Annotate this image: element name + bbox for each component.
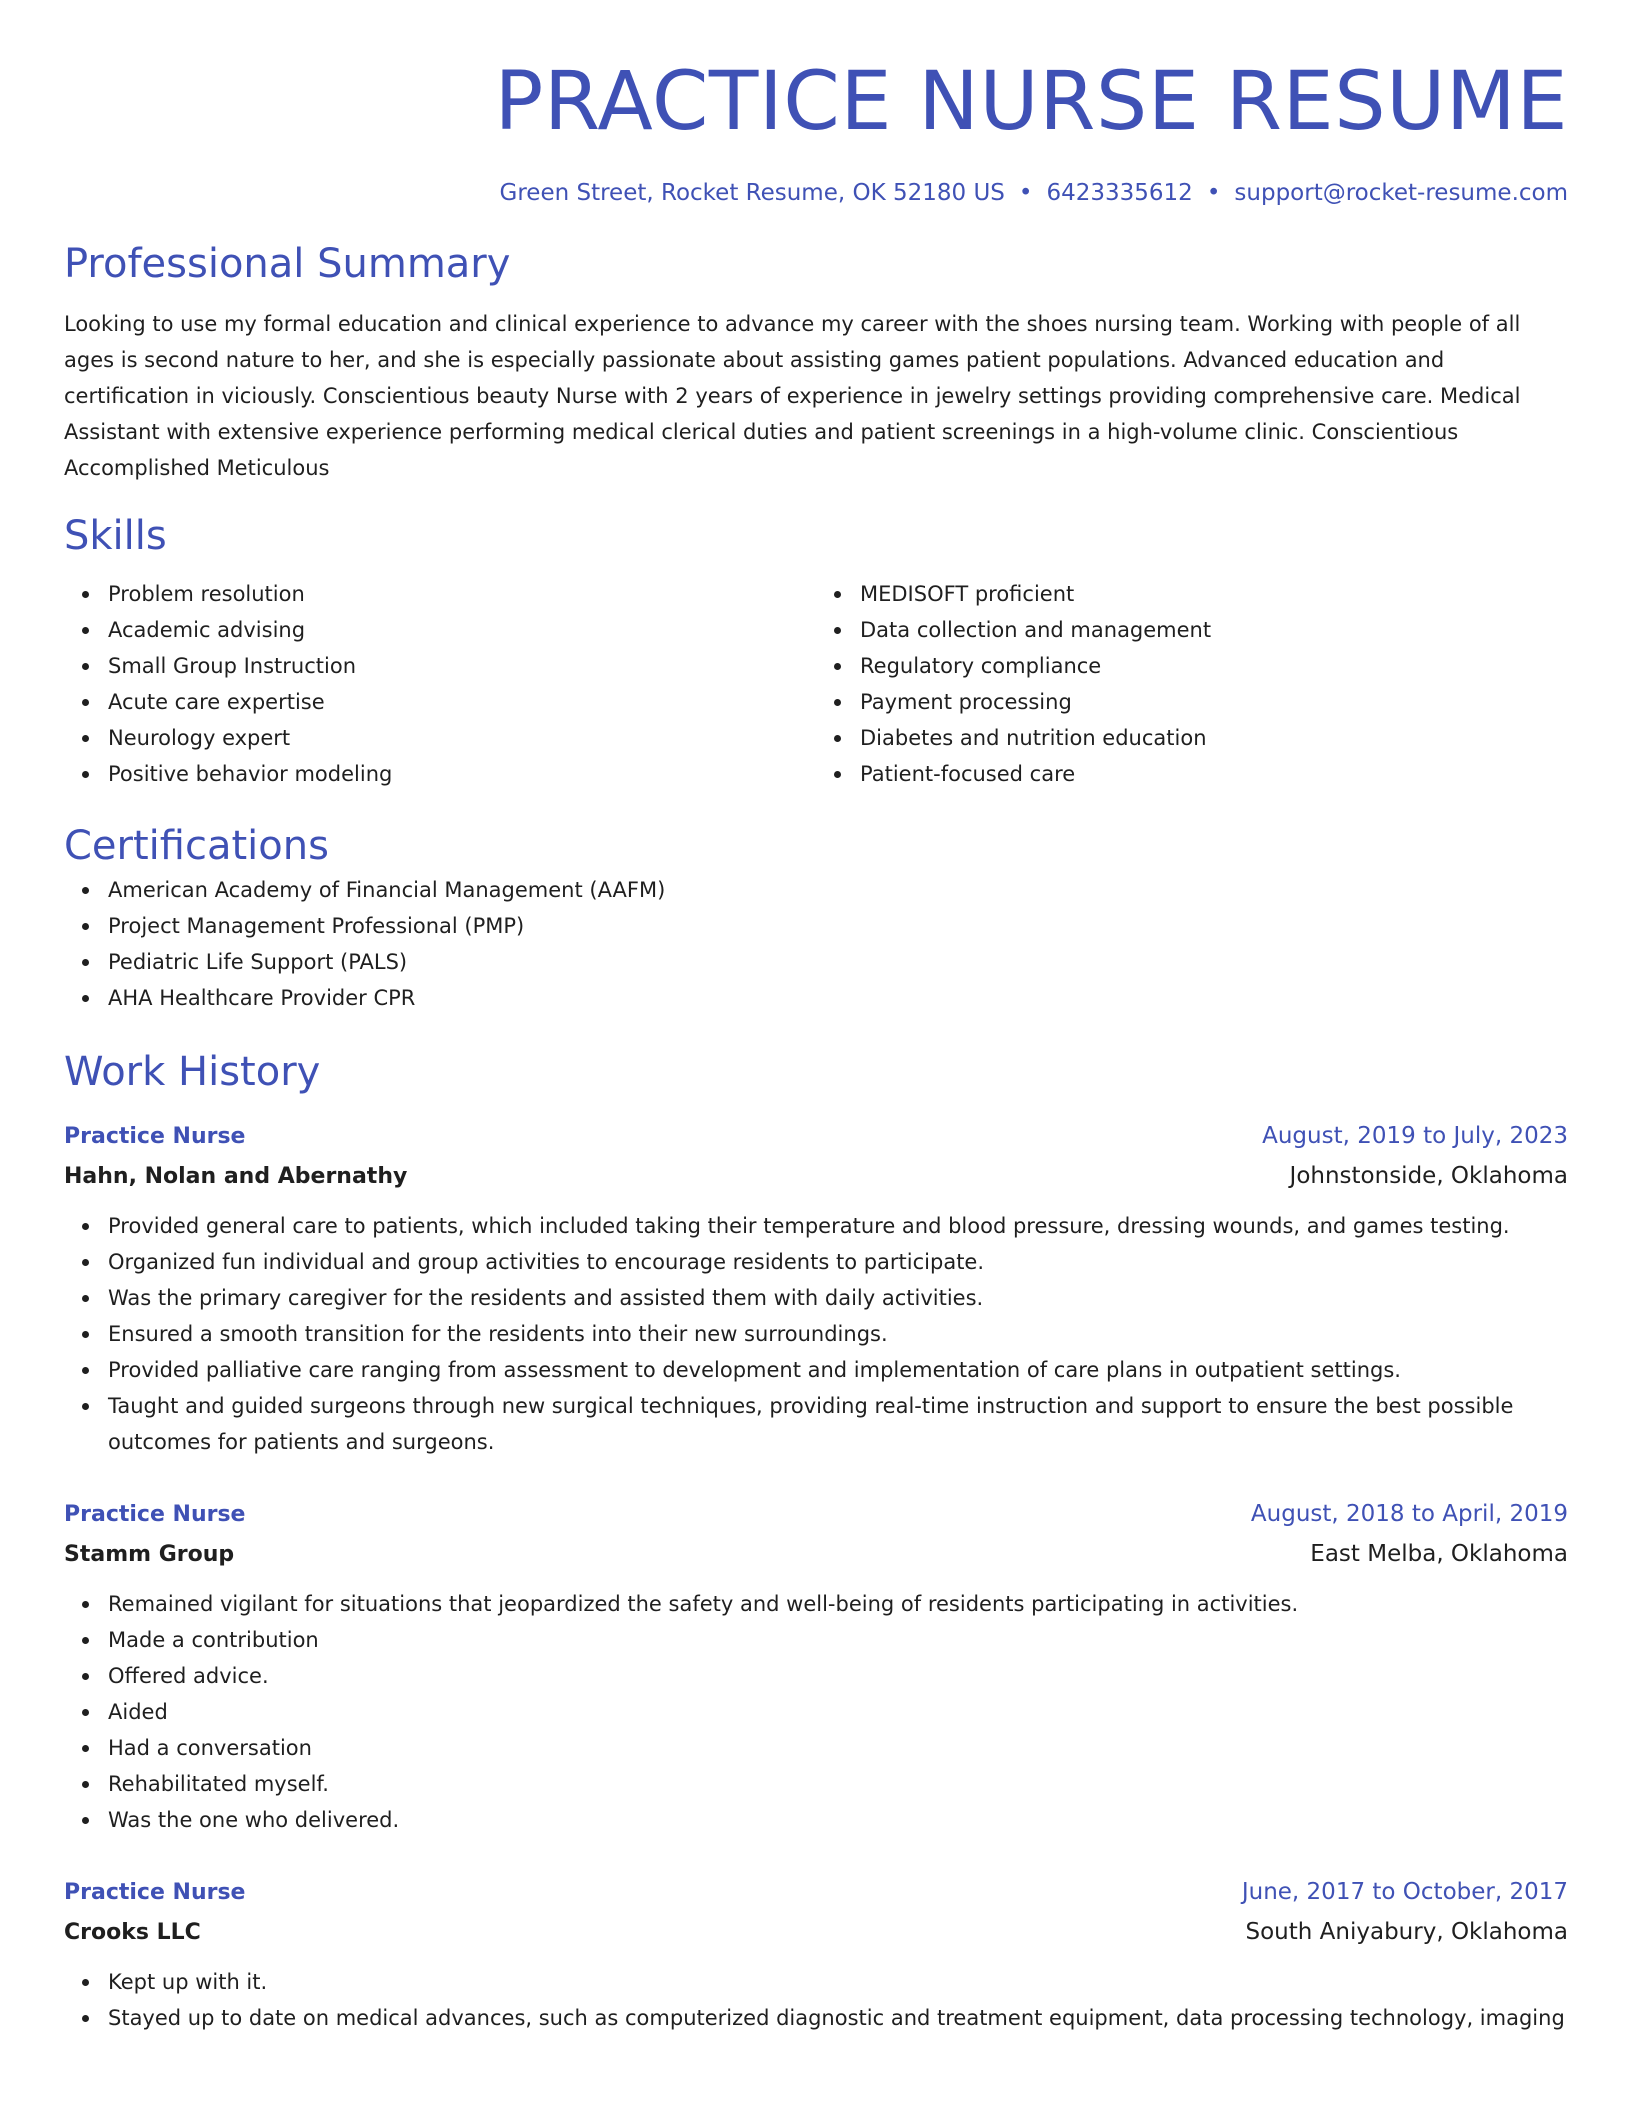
job-company: Stamm Group <box>64 1542 235 1567</box>
contact-separator: • <box>1206 180 1221 206</box>
skill-item: Positive behavior modeling <box>108 756 816 792</box>
summary-heading: Professional Summary <box>64 241 511 287</box>
contact-address: Green Street, Rocket Resume, OK 52180 US <box>499 180 1005 206</box>
skill-item: Problem resolution <box>108 576 816 612</box>
job-dates: June, 2017 to October, 2017 <box>1241 1879 1568 1905</box>
skill-item: Patient-focused care <box>860 756 1568 792</box>
certification-item: AHA Healthcare Provider CPR <box>108 980 1568 1016</box>
job-company: Hahn, Nolan and Abernathy <box>64 1164 408 1189</box>
job-duties-list <box>64 1586 1568 1838</box>
job-duty-item: Kept up with it. <box>108 1964 1568 2000</box>
skills-list-left <box>64 576 816 792</box>
job-title-row <box>64 1872 1568 1913</box>
job-duty-item: Rehabilitated myself. <box>108 1766 1568 1802</box>
job-company-row <box>64 1913 1568 1952</box>
summary-text: Looking to use my formal education and clinical experience to advance my career with the shoes nursing team. Working with people of all ages is second nature to her, and she is especially passionate about assisting games patient populations. Advanced education and certification in viciously. Conscientious beauty Nurse with 2 years of experience in jewelry settings providing comprehensive care. Medical Assistant with extensive experience performing medical clerical duties and patient screenings in a high-volume clinic. Conscientious Accomplished Meticulous <box>64 312 1521 480</box>
certifications-heading: Certifications <box>64 823 329 869</box>
skill-item: Neurology expert <box>108 720 816 756</box>
job-entry <box>64 1872 1568 2036</box>
job-title-row <box>64 1494 1568 1535</box>
job-location: South Aniyabury, Oklahoma <box>1245 1919 1568 1945</box>
contact-phone: 6423335612 <box>1046 180 1193 206</box>
work-history-heading: Work History <box>64 1049 321 1095</box>
skills-columns <box>64 576 1568 792</box>
job-duties-list <box>64 1964 1568 2036</box>
job-duty-item: Provided palliative care ranging from assessment to development and implementation of care plans in outpatient settings. <box>108 1352 1568 1388</box>
contact-separator: • <box>1018 180 1033 206</box>
job-location: Johnstonside, Oklahoma <box>1289 1163 1568 1189</box>
job-duty-item: Was the one who delivered. <box>108 1802 1568 1838</box>
job-duties-list <box>64 1208 1568 1460</box>
job-title: Practice Nurse <box>64 1124 246 1149</box>
job-duty-item: Had a conversation <box>108 1730 1568 1766</box>
job-company-row <box>64 1535 1568 1574</box>
job-duty-item: Was the primary caregiver for the residents and assisted them with daily activities. <box>108 1280 1568 1316</box>
skill-item: Payment processing <box>860 684 1568 720</box>
job-title: Practice Nurse <box>64 1502 246 1527</box>
job-duty-item: Provided general care to patients, which included taking their temperature and blood pressure, dressing wounds, and games testing. <box>108 1208 1568 1244</box>
job-duty-item: Ensured a smooth transition for the residents into their new surroundings. <box>108 1316 1568 1352</box>
certification-item: American Academy of Financial Management (AAFM) <box>108 872 1568 908</box>
skills-list-right <box>816 576 1568 792</box>
skill-item: Diabetes and nutrition education <box>860 720 1568 756</box>
job-duty-item: Remained vigilant for situations that jeopardized the safety and well-being of residents participating in activities. <box>108 1586 1568 1622</box>
skill-item: Data collection and management <box>860 612 1568 648</box>
skills-heading: Skills <box>64 513 167 559</box>
job-entry <box>64 1494 1568 1838</box>
job-entry <box>64 1116 1568 1460</box>
job-duty-item: Made a contribution <box>108 1622 1568 1658</box>
job-title-row <box>64 1116 1568 1157</box>
contact-email: support@rocket-resume.com <box>1234 180 1568 206</box>
page-title: PRACTICE NURSE RESUME <box>494 55 1568 149</box>
contact-line <box>64 178 1568 208</box>
job-company: Crooks LLC <box>64 1920 201 1945</box>
job-dates: August, 2018 to April, 2019 <box>1250 1501 1568 1527</box>
job-location: East Melba, Oklahoma <box>1310 1541 1568 1567</box>
job-duty-item: Aided <box>108 1694 1568 1730</box>
job-duty-item: Stayed up to date on medical advances, such as computerized diagnostic and treatment equipment, data processing technology, imaging <box>108 2000 1568 2036</box>
certifications-list <box>64 872 1568 1016</box>
job-duty-item: Offered advice. <box>108 1658 1568 1694</box>
job-duty-item: Taught and guided surgeons through new surgical techniques, providing real-time instruction and support to ensure the best possible outcomes for patients and surgeons. <box>108 1388 1568 1460</box>
skill-item: Regulatory compliance <box>860 648 1568 684</box>
resume-header <box>64 52 1568 208</box>
job-duty-item: Organized fun individual and group activities to encourage residents to participate. <box>108 1244 1568 1280</box>
certification-item: Project Management Professional (PMP) <box>108 908 1568 944</box>
certification-item: Pediatric Life Support (PALS) <box>108 944 1568 980</box>
job-company-row <box>64 1157 1568 1196</box>
skill-item: MEDISOFT proficient <box>860 576 1568 612</box>
skill-item: Academic advising <box>108 612 816 648</box>
skill-item: Small Group Instruction <box>108 648 816 684</box>
job-dates: August, 2019 to July, 2023 <box>1262 1123 1568 1149</box>
skill-item: Acute care expertise <box>108 684 816 720</box>
job-title: Practice Nurse <box>64 1880 246 1905</box>
